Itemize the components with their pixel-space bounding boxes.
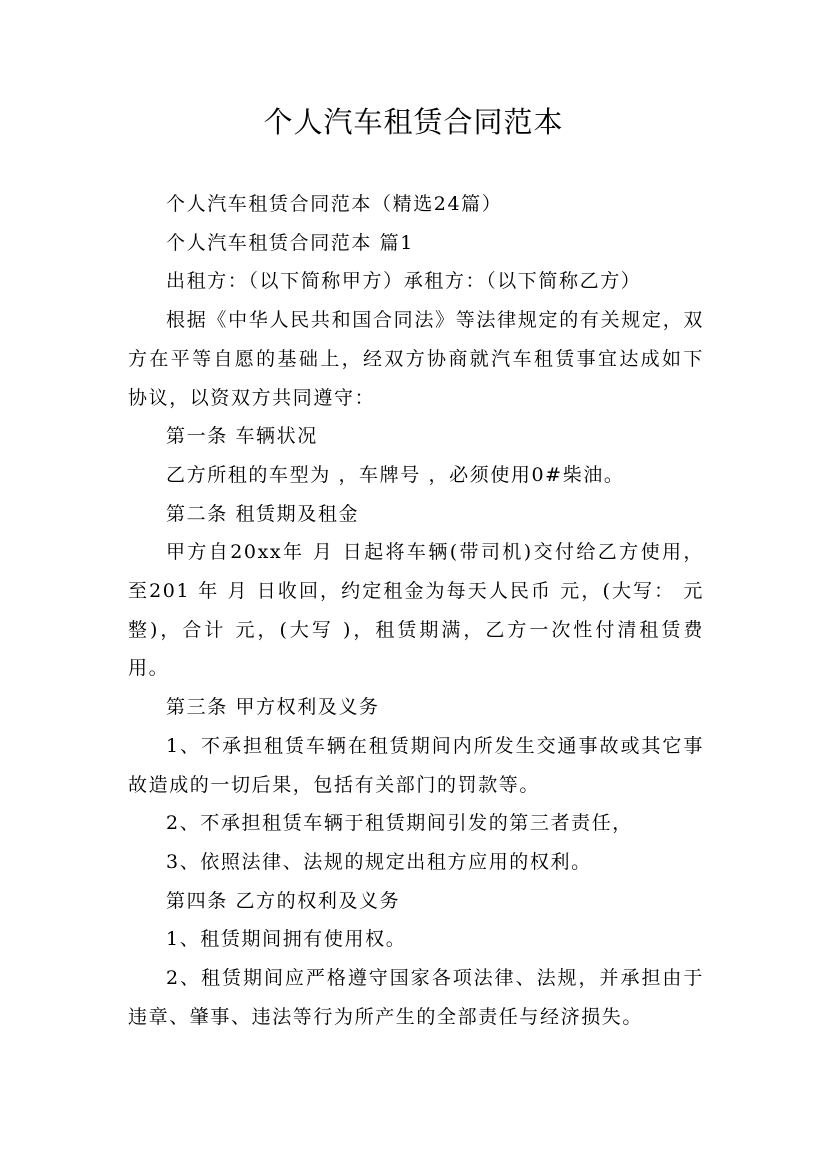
- paragraph: 个人汽车租赁合同范本 篇1: [166, 231, 414, 254]
- paragraph: 个人汽车租赁合同范本（精选24篇）: [166, 193, 503, 215]
- paragraph: 根据《中华人民共和国合同法》等法律规定的有关规定，双方在平等自愿的基础上，经双方协商就汽车租赁事宜达成如下协议，以资双方共同遵守：: [128, 309, 704, 409]
- paragraph: 乙方所租的车型为 ，车牌号 ，必须使用0#柴油。: [166, 463, 625, 486]
- paragraph: 1、不承担租赁车辆在租赁期间内所发生交通事故或其它事故造成的一切后果，包括有关部门的罚款等。: [128, 734, 704, 796]
- document-title: 个人汽车租赁合同范本: [263, 105, 564, 139]
- paragraph: 1、租赁期间拥有使用权。: [166, 928, 407, 951]
- section-heading: 第二条 租赁期及租金: [166, 502, 360, 525]
- paragraph: 2、不承担租赁车辆于租赁期间引发的第三者责任，: [166, 812, 633, 835]
- paragraph: 3、依照法律、法规的规定出租方应用的权利。: [166, 850, 592, 873]
- paragraph: 甲方自20xx年 月 日起将车辆(带司机)交付给乙方使用，至201 年 月 日收回，约定租金为每天人民币 元，(大写： 元整)，合计 元，(大写 )，租赁期满，乙方一次性付清租赁费用。: [128, 541, 704, 680]
- paragraph: 出租方：（以下简称甲方）承租方：（以下简称乙方）: [166, 270, 642, 293]
- paragraph: 2、租赁期间应严格遵守国家各项法律、法规，并承担由于违章、肇事、违法等行为所产生的全部责任与经济损失。: [128, 967, 704, 1028]
- section-heading: 第三条 甲方权利及义务: [166, 696, 380, 719]
- document-body: [128, 185, 704, 1036]
- section-heading: 第四条 乙方的权利及义务: [166, 889, 401, 912]
- section-heading: 第一条 车辆状况: [166, 425, 318, 448]
